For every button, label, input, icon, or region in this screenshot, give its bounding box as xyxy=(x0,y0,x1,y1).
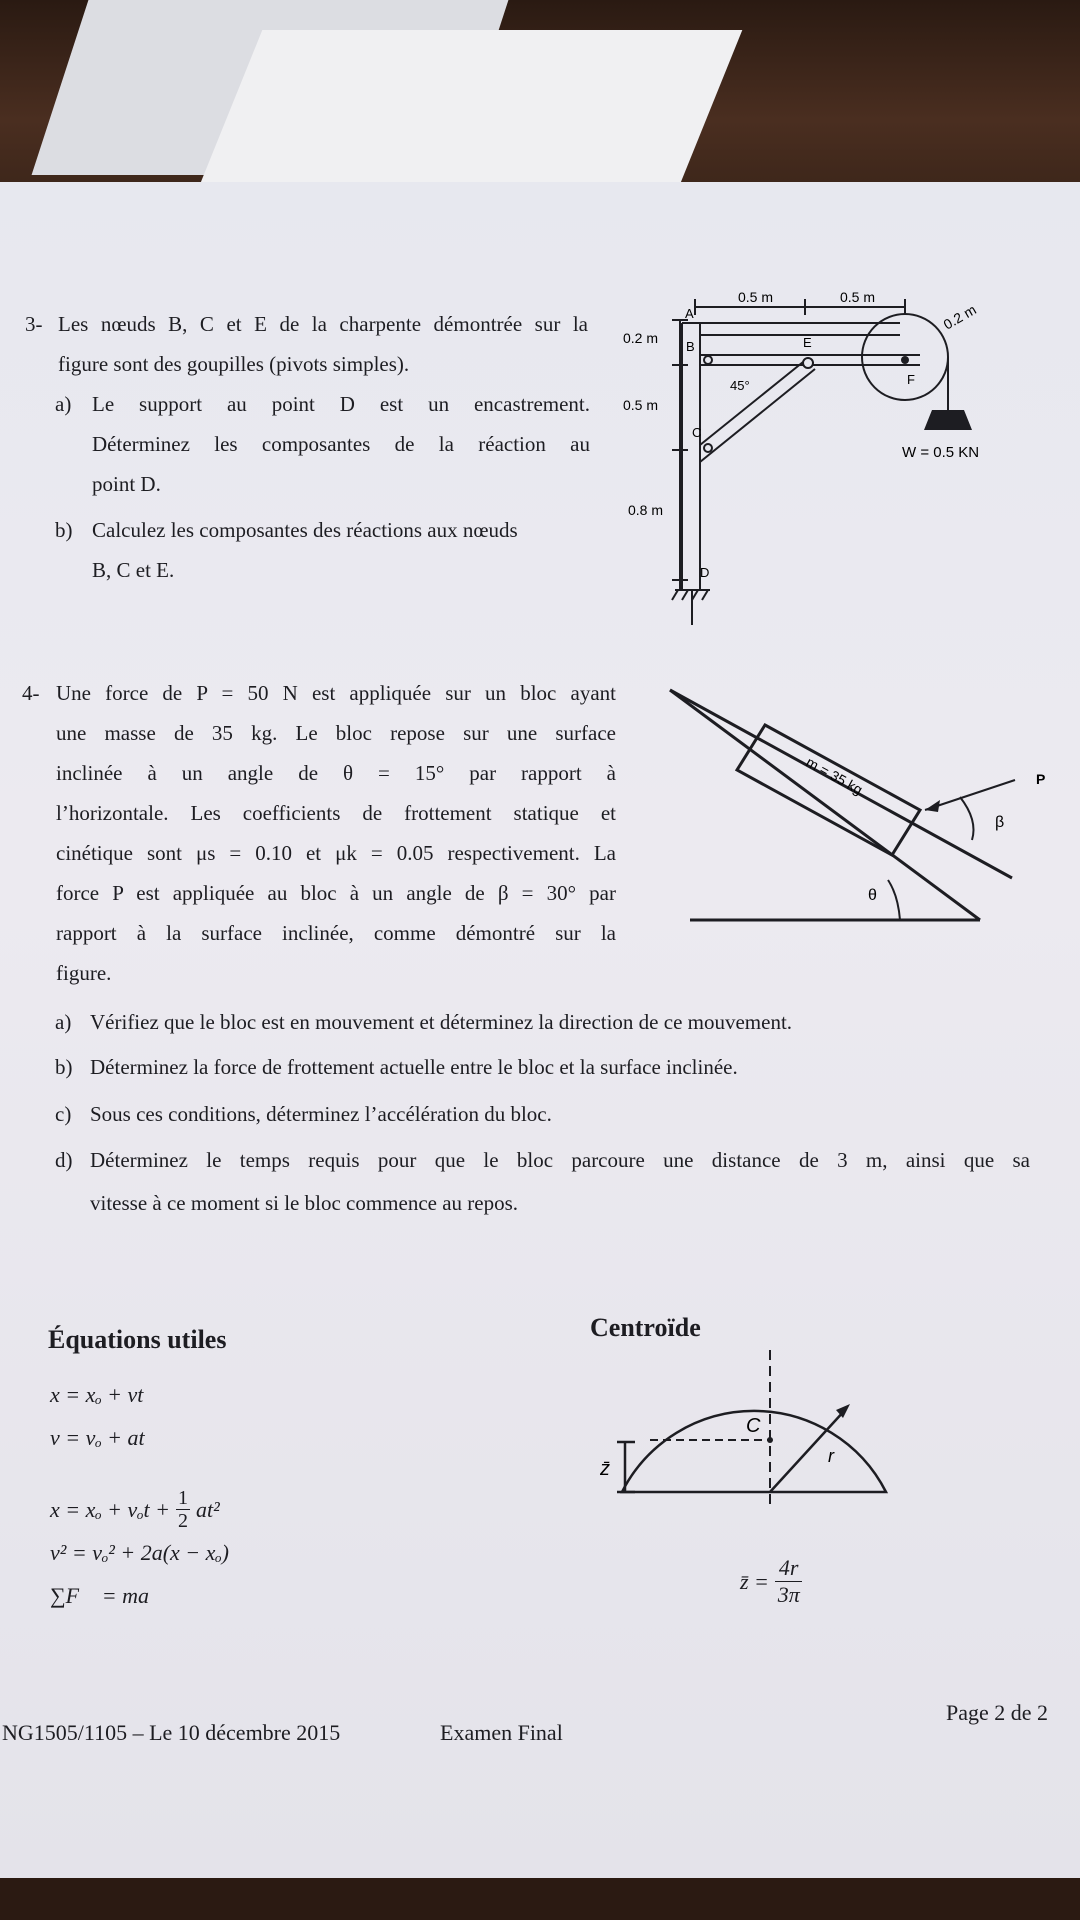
incline-figure xyxy=(660,680,1070,930)
dimension-label: 0.2 m xyxy=(623,330,659,346)
sub-question-label: a) xyxy=(55,392,72,416)
sub-question-label: a) xyxy=(55,1010,72,1034)
member-diagonal xyxy=(700,358,808,445)
pin-C xyxy=(704,444,712,452)
formula-lhs: z̄ = xyxy=(740,1568,769,1594)
sub-question-label: d) xyxy=(55,1148,73,1172)
fixed-support-D xyxy=(672,590,710,625)
question-text: l’horizontale. Les coefficients de frottement statique et xyxy=(56,801,616,825)
question-text: cinétique sont μs = 0.10 et μk = 0.05 respectivement. La xyxy=(56,841,616,865)
weight-block xyxy=(924,410,972,430)
question-text: force P est appliquée au bloc à un angle de β = 30° par xyxy=(56,881,616,905)
semicircle-figure xyxy=(600,1350,920,1520)
question-number: 4- xyxy=(22,681,40,705)
sub-question-text: B, C et E. xyxy=(92,558,175,582)
dimension-label: 0.5 m xyxy=(623,397,659,413)
equation: x = xₒ + vt xyxy=(50,1382,144,1407)
node-label-B: B xyxy=(686,339,695,354)
sub-question-text: Déterminez le temps requis pour que le bloc parcoure une distance de 3 m, ainsi que sa xyxy=(90,1148,1030,1172)
node-label-D: D xyxy=(700,565,710,580)
fraction-denominator: 2 xyxy=(178,1510,189,1532)
question-text: une masse de 35 kg. Le bloc repose sur une surface xyxy=(56,721,616,745)
mass-label: m = 35 kg xyxy=(803,753,866,798)
centroid-label: C xyxy=(746,1415,761,1437)
node-label-C: C xyxy=(692,425,702,440)
question-text: Les nœuds B, C et E de la charpente démontrée sur la xyxy=(58,312,588,336)
angle-label: 45° xyxy=(730,378,750,393)
sub-question-text: Sous ces conditions, déterminez l’accélération du bloc. xyxy=(90,1102,552,1126)
equation-part: x = xₒ + vₒt + xyxy=(50,1496,171,1522)
sub-question-text: point D. xyxy=(92,472,161,496)
question-text: figure sont des goupilles (pivots simples). xyxy=(58,352,410,376)
pin-B xyxy=(704,356,712,364)
pin-F xyxy=(901,356,909,364)
sub-question-text: vitesse à ce moment si le bloc commence au repos. xyxy=(90,1191,519,1215)
sub-question-text: Déterminez la force de frottement actuelle entre le bloc et la surface inclinée. xyxy=(90,1055,738,1079)
sub-question-label: c) xyxy=(55,1102,72,1126)
equation: ∑F⃗ = ma⃗ xyxy=(50,1583,167,1608)
sub-question-text: Déterminez les composantes de la réaction au xyxy=(92,432,590,456)
question-text: inclinée à un angle de θ = 15° par rapport à xyxy=(56,761,616,785)
background-paper xyxy=(198,30,743,190)
question-text: figure. xyxy=(56,961,112,985)
zbar-label: z̄ xyxy=(600,1458,610,1480)
sub-question-text: Le support au point D est un encastrement. xyxy=(92,392,590,416)
equation-part: at² xyxy=(196,1496,220,1522)
theta-label: θ xyxy=(868,887,877,904)
beta-label: β xyxy=(995,814,1005,831)
dimension-label: 0.5 m xyxy=(738,289,774,305)
theta-arc xyxy=(888,880,900,920)
frame-figure xyxy=(600,285,1020,625)
sub-question-text: Calculez les composantes des réactions aux nœuds xyxy=(92,518,518,542)
dimension-label: 0.5 m xyxy=(840,289,876,305)
footer-course-date: NG1505/1105 – Le 10 décembre 2015 xyxy=(2,1720,341,1745)
fraction-numerator: 4r xyxy=(775,1555,803,1582)
equation: v = vₒ + at xyxy=(50,1425,145,1450)
dimension-label: 0.2 m xyxy=(940,301,979,333)
equations-heading: Équations utiles xyxy=(48,1325,227,1354)
fraction-denominator: 3π xyxy=(777,1582,800,1607)
question-text: rapport à la surface inclinée, comme démontré sur la xyxy=(56,921,616,945)
pin-E xyxy=(803,358,813,368)
sub-question-label: b) xyxy=(55,1055,73,1079)
dimension-label: 0.8 m xyxy=(628,502,664,518)
centroid-formula xyxy=(740,1555,802,1608)
centroid-heading: Centroïde xyxy=(590,1313,701,1342)
fraction xyxy=(176,1487,190,1532)
radius-label: r xyxy=(828,1446,834,1466)
question-text: Une force de P = 50 N est appliquée sur un bloc ayant xyxy=(56,681,616,705)
beta-arc xyxy=(960,797,974,840)
question-number: 3- xyxy=(25,312,43,336)
fraction-numerator: 1 xyxy=(178,1487,189,1509)
node-label-A: A xyxy=(685,306,694,321)
weight-label: W = 0.5 KN xyxy=(902,444,980,461)
node-label-F: F xyxy=(907,372,915,387)
footer-exam: Examen Final xyxy=(440,1720,563,1745)
centroid-point xyxy=(767,1437,773,1443)
sub-question-text: Vérifiez que le bloc est en mouvement et déterminez la direction de ce mouvement. xyxy=(90,1010,793,1034)
fraction xyxy=(775,1555,803,1608)
sub-question-label: b) xyxy=(55,518,73,542)
force-label: P xyxy=(1036,771,1046,787)
node-label-E: E xyxy=(803,335,812,350)
equation xyxy=(50,1487,220,1532)
equation: v² = vₒ² + 2a(x − xₒ) xyxy=(50,1540,230,1565)
arrowhead xyxy=(925,800,940,812)
desk-background xyxy=(0,1878,1080,1920)
footer-page: Page 2 de 2 xyxy=(946,1700,1049,1725)
block xyxy=(737,725,920,855)
